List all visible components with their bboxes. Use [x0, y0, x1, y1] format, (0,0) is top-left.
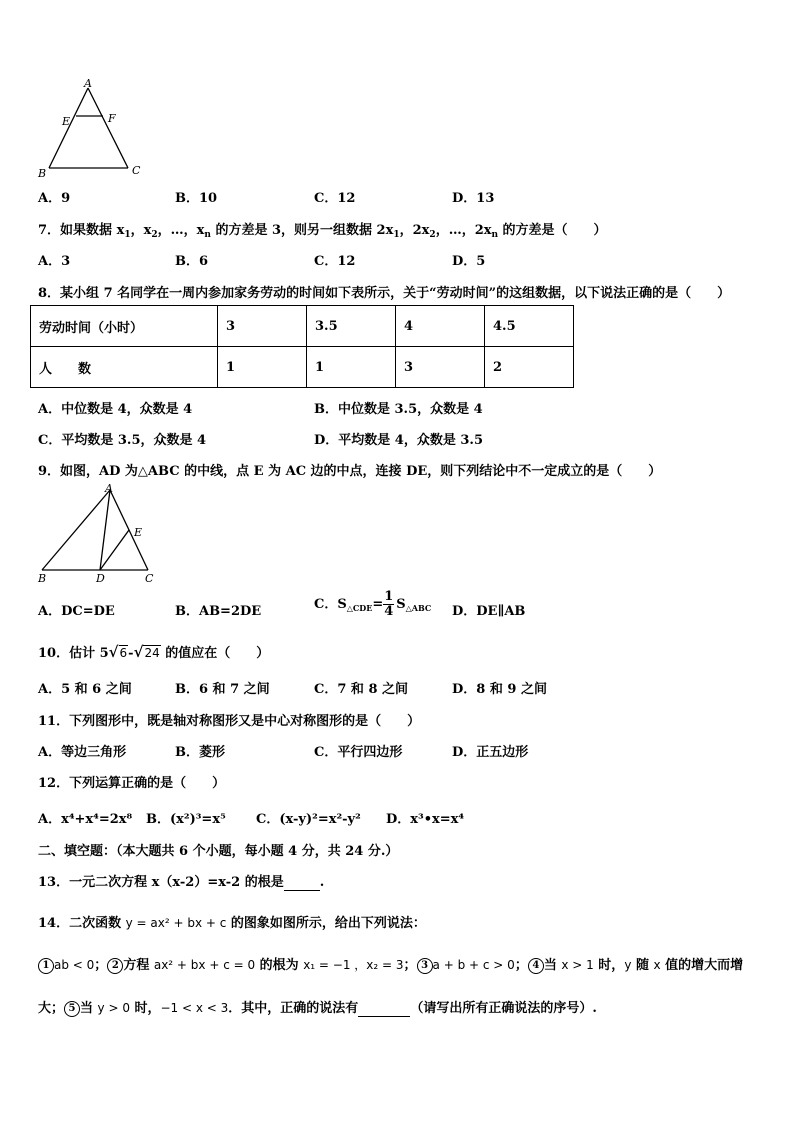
q9-stem: 9．如图，AD 为△ABC 的中线，点 E 为 AC 边的中点，连接 DE，则下列结论中不一定成立的是（ ）	[38, 464, 662, 479]
circled-number: 4	[528, 958, 544, 974]
statement: −1 < x < 3	[160, 1001, 229, 1015]
q6-option-d[interactable]: D．13	[452, 191, 495, 206]
q14-text: 大；	[38, 1001, 65, 1016]
label-e: E	[62, 115, 71, 128]
q13-text: 13．一元二次方程 x（x-2）=x-2 的根是	[38, 875, 284, 890]
q7-option-c[interactable]: C．12	[314, 254, 356, 269]
q14-text: 时，	[129, 1001, 161, 1016]
q7-text: ，2x	[399, 223, 430, 238]
label-c: C	[145, 572, 154, 585]
sqrt-sign: √	[133, 643, 144, 661]
label-b: B	[38, 167, 47, 180]
table-cell: 1	[218, 347, 307, 388]
q14-text: 14．二次函数	[38, 916, 126, 931]
q7-text: ，…，x	[157, 223, 205, 238]
q6-option-a[interactable]: A．9	[38, 191, 71, 206]
q14-text: ．其中，正确的说法有	[228, 1001, 359, 1016]
q12-option-c[interactable]: C．(x-y)²=x²-y²	[256, 812, 361, 827]
q7-text: 7．如果数据 x	[38, 223, 125, 238]
answer-blank[interactable]	[284, 875, 320, 891]
q14-text: 当	[80, 1001, 98, 1016]
option-text: C．S	[314, 597, 347, 612]
q12-option-b[interactable]: B．(x²)³=x⁵	[146, 812, 226, 827]
q10-option-b[interactable]: B．6 和 7 之间	[175, 682, 270, 697]
q10-text: -	[128, 646, 134, 661]
q12-stem: 12．下列运算正确的是（ ）	[38, 776, 226, 791]
label-a: A	[84, 78, 92, 90]
q13-stem	[38, 871, 324, 891]
statement: x₁ = −1 ，x₂ = 3	[303, 958, 404, 972]
section-heading: 二、填空题：（本大题共 6 个小题，每小题 4 分，共 24 分.）	[38, 844, 399, 859]
q7-sub: 1	[393, 230, 400, 240]
circled-number: 5	[64, 1001, 80, 1017]
label-c: C	[132, 164, 141, 177]
q7-text: ，…，2x	[435, 223, 492, 238]
label-e: E	[134, 526, 143, 539]
q11-option-d[interactable]: D．正五边形	[452, 745, 529, 760]
sqrt-sign: √	[108, 643, 119, 661]
labor-time-table	[30, 305, 574, 388]
q14-text: 的图象如图所示，给出下列说法：	[226, 916, 426, 931]
q14-text: 值的增大而增	[660, 958, 744, 973]
statement: ax² + bx + c = 0	[153, 958, 256, 972]
table-cell: 4	[396, 306, 485, 347]
table-cell: 3.5	[307, 306, 396, 347]
q7-option-b[interactable]: B．6	[175, 254, 209, 269]
q14-text: 时，	[593, 958, 625, 973]
q14-text: 随	[631, 958, 654, 973]
label-f: F	[108, 112, 116, 125]
statement: y	[624, 958, 632, 972]
radicand: 24	[144, 646, 160, 660]
q14-text: 当	[543, 958, 562, 973]
q9-option-b[interactable]: B．AB=2DE	[175, 604, 262, 619]
option-text: S	[396, 597, 406, 612]
side-ac	[88, 88, 128, 168]
q8-option-d[interactable]: D．平均数是 4，众数是 3.5	[314, 433, 483, 448]
q7-text: 的方差是 3，则另一组数据 2x	[210, 223, 394, 238]
option-text: =	[372, 597, 384, 612]
q7-sub: 2	[429, 230, 436, 240]
fraction-numerator: 1	[384, 589, 394, 604]
side-ab	[49, 88, 88, 168]
q14-text: 方程	[123, 958, 154, 973]
table-row	[31, 347, 574, 388]
q10-text: 10．估计 5	[38, 646, 109, 661]
q10-option-a[interactable]: A．5 和 6 之间	[38, 682, 132, 697]
table-cell: 3	[396, 347, 485, 388]
q7-option-a[interactable]: A．3	[38, 254, 71, 269]
circled-number: 3	[417, 958, 433, 974]
q7-option-d[interactable]: D．5	[452, 254, 486, 269]
side-ab	[42, 490, 110, 570]
quadratic-function: y = ax² + bx + c	[125, 916, 227, 930]
triangle-abc-median-figure	[30, 482, 165, 586]
q14-statements-line	[38, 954, 743, 974]
q12-option-a[interactable]: A．x⁴+x⁴=2x⁸	[38, 812, 133, 827]
table-cell: 劳动时间（小时）	[31, 306, 218, 347]
q7-sub: 2	[151, 230, 158, 240]
q8-stem: 8．某小组 7 名同学在一周内参加家务劳动的时间如下表所示，关于“劳动时间”的这组数据，以下说法正确的是（ ）	[38, 286, 731, 301]
table-cell: 1	[307, 347, 396, 388]
fraction	[383, 590, 394, 619]
circled-number: 2	[107, 958, 123, 974]
q7-sub: n	[491, 230, 499, 240]
q14-text: 的根为	[255, 958, 304, 973]
statement: x > 1	[561, 958, 594, 972]
q14-stem	[38, 912, 426, 931]
q14-statements-line-2	[38, 997, 597, 1017]
statement: ab < 0	[54, 958, 95, 972]
q8-option-a[interactable]: A．中位数是 4，众数是 4	[38, 402, 193, 417]
table-cell: 人 数	[31, 347, 218, 388]
circled-number: 1	[38, 958, 54, 974]
radicand: 6	[119, 646, 128, 660]
fraction-denominator: 4	[384, 604, 394, 619]
q6-option-c[interactable]: C．12	[314, 191, 356, 206]
q11-option-c[interactable]: C．平行四边形	[314, 745, 403, 760]
q7-text: ，x	[130, 223, 152, 238]
q11-option-b[interactable]: B．菱形	[175, 745, 225, 760]
q8-option-b[interactable]: B．中位数是 3.5，众数是 4	[314, 402, 483, 417]
triangle-aef-figure	[30, 78, 160, 180]
q11-option-a[interactable]: A．等边三角形	[38, 745, 127, 760]
q13-text: .	[319, 875, 325, 890]
label-d: D	[96, 572, 105, 585]
q9-option-a[interactable]: A．DC=DE	[38, 604, 115, 619]
table-cell: 4.5	[485, 306, 574, 347]
table-row	[31, 306, 574, 347]
q10-option-d[interactable]: D．8 和 9 之间	[452, 682, 547, 697]
q6-option-b[interactable]: B．10	[175, 191, 218, 206]
statement: x	[653, 958, 661, 972]
table-cell: 2	[485, 347, 574, 388]
q14-text: （请写出所有正确说法的序号）.	[410, 1001, 597, 1016]
q8-option-c[interactable]: C．平均数是 3.5，众数是 4	[38, 433, 207, 448]
q11-stem: 11．下列图形中，既是轴对称图形又是中心对称图形的是（ ）	[38, 714, 421, 729]
q9-option-d[interactable]: D．DE∥AB	[452, 604, 526, 619]
q12-option-d[interactable]: D．x³•x=x⁴	[386, 812, 465, 827]
statement: y > 0	[97, 1001, 130, 1015]
q7-text: 的方差是（ ）	[498, 223, 607, 238]
label-b: B	[38, 572, 47, 585]
q9-option-c[interactable]	[314, 590, 431, 619]
statement: a + b + c > 0	[432, 958, 515, 972]
table-cell: 3	[218, 306, 307, 347]
q10-text: 的值应在（ ）	[160, 646, 270, 661]
q10-option-c[interactable]: C．7 和 8 之间	[314, 682, 409, 697]
option-sub: △ABC	[405, 603, 432, 613]
q14-text: ；	[514, 958, 528, 973]
option-sub: △CDE	[346, 603, 373, 613]
q7-sub: 1	[124, 230, 131, 240]
q14-text: ；	[403, 958, 417, 973]
q7-sub: n	[204, 230, 211, 240]
answer-blank[interactable]	[358, 1001, 410, 1017]
q7-stem	[38, 219, 607, 240]
q14-text: ；	[94, 958, 108, 973]
q10-stem	[38, 642, 269, 661]
label-a: A	[105, 482, 113, 495]
